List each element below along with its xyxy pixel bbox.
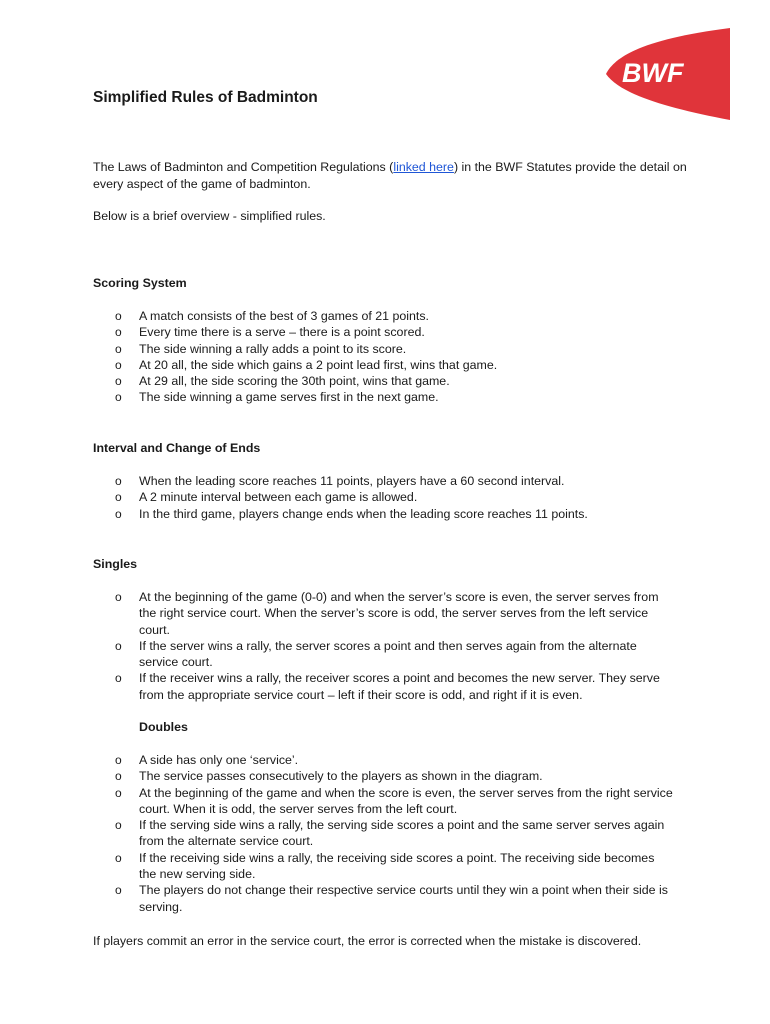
list-item-text: If the server wins a rally, the server scores a point and then serves again from the alternate service court. xyxy=(139,638,637,670)
list-item-text: At 20 all, the side which gains a 2 point lead first, wins that game. xyxy=(139,357,498,372)
list-item xyxy=(0,882,674,915)
interval-heading: Interval and Change of Ends xyxy=(93,441,261,455)
list-item-text: The players do not change their respective service courts until they win a point when their side is serving. xyxy=(139,883,668,914)
bullet-marker: o xyxy=(115,506,122,521)
bullet-marker: o xyxy=(115,753,122,767)
list-item-text: Every time there is a serve – there is a point scored. xyxy=(139,325,425,340)
bullet-marker: o xyxy=(115,883,122,898)
list-item xyxy=(0,670,674,703)
list-item xyxy=(0,324,674,340)
interval-list xyxy=(0,473,700,522)
list-item xyxy=(0,506,674,522)
list-item-text: A 2 minute interval between each game is allowed. xyxy=(139,490,418,505)
list-item-text: In the third game, players change ends when the leading score reaches 11 points. xyxy=(139,506,588,521)
bullet-marker: o xyxy=(115,769,122,784)
list-item xyxy=(0,489,674,505)
singles-list xyxy=(0,589,700,703)
doubles-list xyxy=(0,752,700,915)
list-item-text: The side winning a rally adds a point to its score. xyxy=(139,341,407,356)
list-item xyxy=(0,308,674,324)
bwf-logo-text: BWF xyxy=(622,58,684,88)
list-item-text: At the beginning of the game (0-0) and when the server’s score is even, the server serves from the right service court. When the server’s score is odd, the server serves from the left service court. xyxy=(139,590,659,637)
list-item xyxy=(0,638,674,671)
bullet-marker: o xyxy=(115,374,122,389)
bullet-marker: o xyxy=(115,490,122,505)
intro-text-before: The Laws of Badminton and Competition Regulations ( xyxy=(93,160,394,174)
intro-paragraph xyxy=(93,159,693,192)
bullet-marker: o xyxy=(115,590,122,604)
list-item-text: At the beginning of the game and when the score is even, the server serves from the right service court. When it is odd, the server serves from the left court. xyxy=(139,785,673,816)
bwf-logo xyxy=(606,26,730,122)
scoring-list xyxy=(0,308,700,406)
list-item xyxy=(0,473,674,489)
list-item-text: When the leading score reaches 11 points, players have a 60 second interval. xyxy=(139,474,565,488)
list-item xyxy=(0,850,674,883)
list-item-text: A match consists of the best of 3 games of 21 points. xyxy=(139,309,429,323)
list-item-text: The service passes consecutively to the players as shown in the diagram. xyxy=(139,769,543,784)
list-item xyxy=(0,785,674,818)
list-item xyxy=(0,389,674,405)
list-item-text: If the receiver wins a rally, the receiver scores a point and becomes the new server. They serve from the appropriate service court – left if their score is odd, and right if it is even. xyxy=(139,671,660,702)
list-item xyxy=(0,768,674,784)
list-item xyxy=(0,373,674,389)
list-item-text: If the receiving side wins a rally, the receiving side scores a point. The receiving side becomes the new serving side. xyxy=(139,850,655,882)
bullet-marker: o xyxy=(115,357,122,372)
list-item xyxy=(0,752,674,768)
bullet-marker: o xyxy=(115,325,122,340)
scoring-heading: Scoring System xyxy=(93,276,187,290)
bullet-marker: o xyxy=(115,671,122,686)
bullet-marker: o xyxy=(115,785,122,800)
footer-note: If players commit an error in the service court, the error is corrected when the mistake is discovered. xyxy=(93,934,642,948)
overview-text: Below is a brief overview - simplified rules. xyxy=(93,209,326,223)
list-item xyxy=(0,589,674,638)
bullet-marker: o xyxy=(115,341,122,356)
bullet-marker: o xyxy=(115,390,122,405)
bullet-marker: o xyxy=(115,818,122,833)
list-item-text: If the serving side wins a rally, the serving side scores a point and the same server serves again from the alternate service court. xyxy=(139,818,665,849)
doubles-heading: Doubles xyxy=(139,720,188,734)
list-item-text: A side has only one ‘service’. xyxy=(139,753,299,767)
list-item-text: The side winning a game serves first in the next game. xyxy=(139,390,439,405)
list-item xyxy=(0,341,674,357)
bullet-marker: o xyxy=(115,638,122,653)
page-title: Simplified Rules of Badminton xyxy=(93,89,318,106)
bullet-marker: o xyxy=(115,850,122,865)
bullet-marker: o xyxy=(115,474,122,488)
intro-text-after: ) in the BWF Statutes provide the detail on every aspect of the game of badminton. xyxy=(93,160,687,191)
list-item xyxy=(0,357,674,373)
singles-heading: Singles xyxy=(93,557,138,571)
list-item-text: At 29 all, the side scoring the 30th point, wins that game. xyxy=(139,374,450,389)
statutes-link[interactable]: linked here xyxy=(393,160,454,174)
list-item xyxy=(0,817,674,850)
bullet-marker: o xyxy=(115,309,122,323)
